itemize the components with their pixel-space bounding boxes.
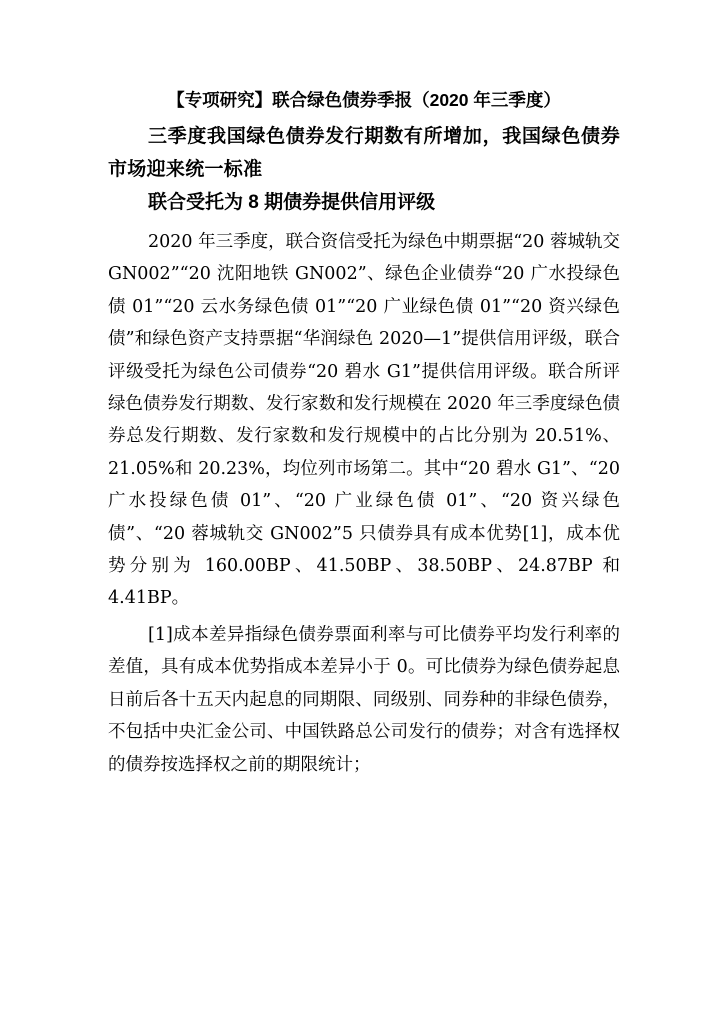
footnote-paragraph: [1]成本差异指绿色债券票面利率与可比债券平均发行利率的差值，具有成本优势指成本差异小于 0。可比债券为绿色债券起息日前后各十五天内起息的同期限、同级别、同券种的非绿色债券，不包括中央汇金公司、中国铁路总公司发行的债券；对含有选择权的债券按选择权之前的期限统计；: [108, 624, 620, 775]
body-paragraph: 2020 年三季度，联合资信受托为绿色中期票据“20 蓉城轨交 GN002”“20 沈阳地铁 GN002”、绿色企业债券“20 广水投绿色债 01”“20 云水务绿色债 01”“20 广业绿色债 01”“20 资兴绿色债”和绿色资产支持票据“华润绿色 2020—1”提供信用评级，联合评级受托为绿色公司债券“20 碧水 G1”提供信用评级。联合所评绿色债券发行期数、发行家数和发行规模在 2020 年三季度绿色债券总发行期数、发行家数和发行规模中的占比分别为 20.51%、21.05%和 20.23%，均位列市场第二。其中“20 碧水 G1”、“20 广水投绿色债 01”、“20 广业绿色债 01”、“20 资兴绿色债”、“20 蓉城轨交 GN002”5 只债券具有成本优势[1]，成本优势分别为 160.00BP、41.50BP、38.50BP、24.87BP 和 4.41BP。: [108, 232, 620, 609]
document-page: [108, 86, 620, 781]
document-subtitle: 三季度我国绿色债券发行期数有所增加，我国绿色债券市场迎来统一标准: [108, 126, 620, 180]
section-heading: 联合受托为 8 期债券提供信用评级: [148, 192, 436, 213]
document-title: 【专项研究】联合绿色债券季报（2020 年三季度）: [167, 90, 561, 110]
